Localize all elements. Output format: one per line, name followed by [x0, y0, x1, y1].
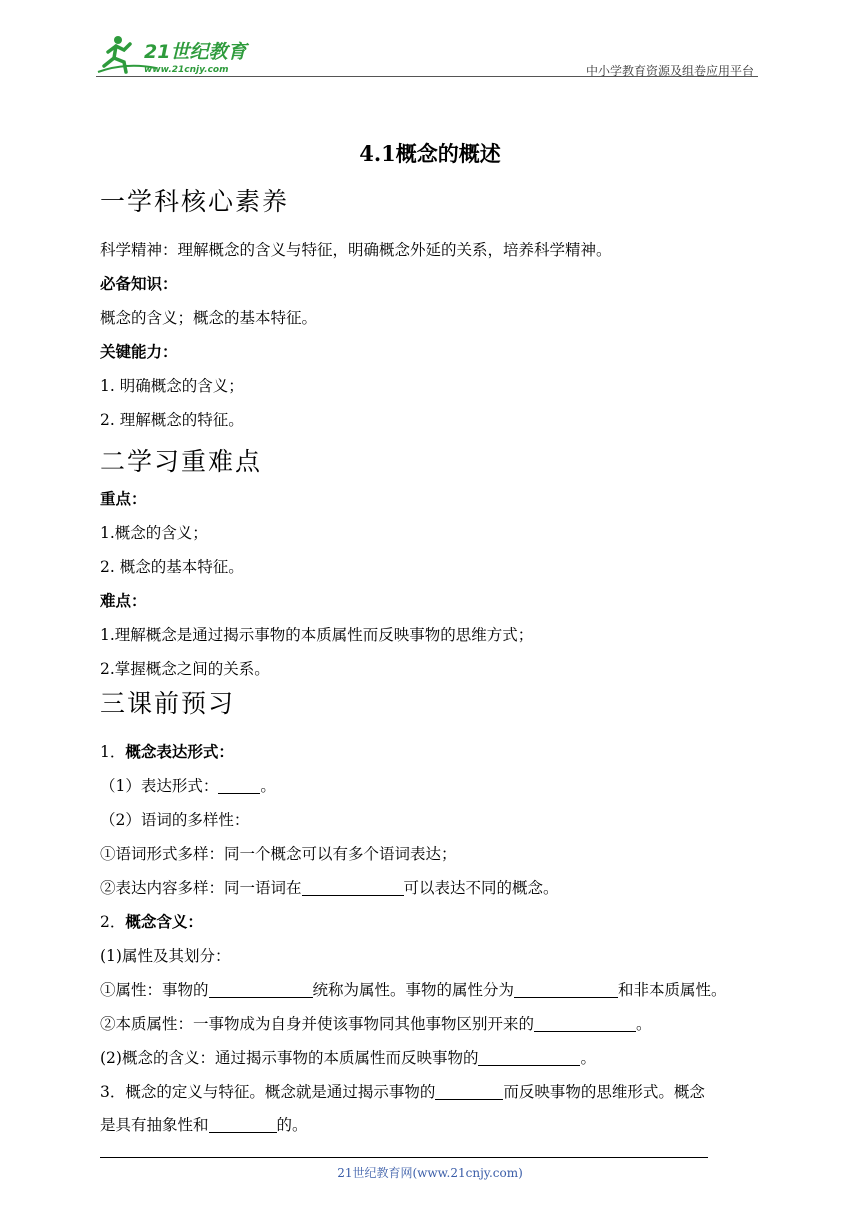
label-key-ability: 关键能力：	[100, 342, 178, 361]
question-2-4	[100, 1046, 596, 1068]
label-required-knowledge: 必备知识：	[100, 274, 178, 293]
question-number: 2．	[100, 913, 126, 931]
logo-text: 21世纪教育	[144, 41, 247, 63]
question-3-line-2	[100, 1113, 308, 1135]
question-text: ②本质属性：一事物成为自身并使该事物同其他事物区别开来的	[100, 1015, 535, 1033]
paragraph-science-spirit: 科学精神：理解概念的含义与特征，明确概念外延的关系，培养科学精神。	[100, 241, 612, 259]
header-divider	[96, 76, 758, 77]
question-text: 可以表达不同的概念。	[403, 879, 559, 897]
question-2-heading	[100, 910, 203, 932]
question-2-3	[100, 1012, 652, 1034]
fill-blank[interactable]	[534, 1016, 636, 1033]
question-label: 概念表达形式：	[125, 742, 234, 761]
fill-blank[interactable]	[435, 1084, 503, 1101]
question-number: 1．	[100, 743, 126, 761]
paragraph-knowledge: 概念的含义；概念的基本特征。	[100, 309, 318, 327]
fill-blank[interactable]	[209, 1117, 277, 1134]
question-text: (2)概念的含义：通过揭示事物的本质属性而反映事物的	[100, 1049, 479, 1067]
list-item: 2.掌握概念之间的关系。	[100, 660, 270, 678]
section-heading-key-points: 二学习重难点	[100, 447, 263, 476]
question-text: 是具有抽象性和	[100, 1116, 209, 1134]
list-item: 1. 明确概念的含义；	[100, 377, 244, 395]
question-text: 。	[580, 1049, 596, 1067]
logo-url: www.21cnjy.com	[144, 65, 229, 75]
question-text: （1）表达形式：	[100, 777, 219, 795]
question-text: ②表达内容多样：同一语词在	[100, 879, 302, 897]
question-3-line-1	[100, 1080, 705, 1102]
question-text: 3．概念的定义与特征。概念就是通过揭示事物的	[100, 1083, 436, 1101]
question-text: 统称为属性。事物的属性分为	[312, 981, 515, 999]
question-2-1: (1)属性及其划分：	[100, 947, 231, 965]
list-item: 2. 理解概念的特征。	[100, 411, 244, 429]
fill-blank[interactable]	[302, 880, 404, 897]
question-1-3: ①语词形式多样：同一个概念可以有多个语词表达；	[100, 845, 457, 863]
question-text: 。	[260, 777, 276, 795]
label-key-points: 重点：	[100, 489, 147, 508]
question-text: 的。	[276, 1116, 308, 1134]
platform-name: 中小学教育资源及组卷应用平台	[585, 64, 754, 78]
list-item: 1.概念的含义；	[100, 524, 208, 542]
footer-link[interactable]: 21世纪教育网(www.21cnjy.com)	[337, 1166, 523, 1180]
fill-blank[interactable]	[478, 1050, 580, 1067]
question-label: 概念含义：	[125, 912, 203, 931]
question-text: 而反映事物的思维形式。概念	[503, 1083, 705, 1101]
footer-divider	[100, 1157, 708, 1158]
question-text: 。	[636, 1015, 652, 1033]
question-2-2	[100, 978, 727, 1000]
question-1-4	[100, 876, 559, 898]
page-header	[96, 28, 758, 78]
label-difficulties: 难点：	[100, 591, 147, 610]
list-item: 1.理解概念是通过揭示事物的本质属性而反映事物的思维方式；	[100, 626, 534, 644]
section-heading-preview: 三课前预习	[100, 689, 236, 718]
section-heading-core-literacy: 一学科核心素养	[100, 187, 290, 216]
question-1-2: （2）语词的多样性：	[100, 811, 250, 829]
list-item: 2. 概念的基本特征。	[100, 558, 244, 576]
fill-blank[interactable]	[514, 982, 618, 999]
question-text: ①属性：事物的	[100, 981, 209, 999]
fill-blank[interactable]	[218, 778, 260, 795]
question-1-1	[100, 774, 276, 796]
fill-blank[interactable]	[209, 982, 313, 999]
page-title: 4.1概念的概述	[359, 141, 501, 166]
question-text: 和非本质属性。	[618, 981, 727, 999]
logo	[96, 32, 266, 76]
question-1-heading	[100, 740, 234, 762]
